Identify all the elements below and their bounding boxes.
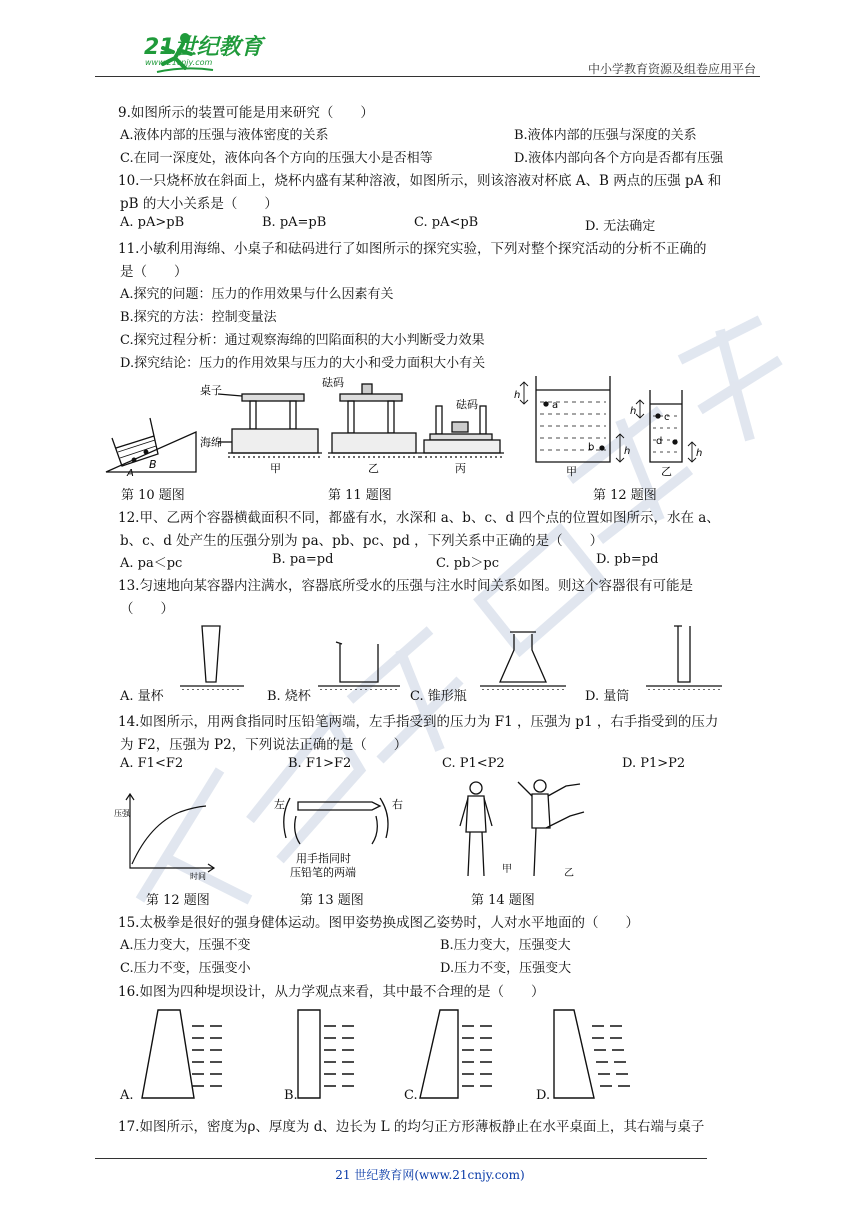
- fig12-label-yi: 乙: [661, 465, 672, 478]
- fig11-label-table: 桌子: [200, 384, 222, 397]
- q12-option-b: B. pa=pd: [272, 552, 334, 567]
- q17-stem: 17.如图所示，密度为ρ、厚度为 d、边长为 L 的均匀正方形薄板静止在水平桌面上，其右端与桌子: [118, 1119, 705, 1135]
- q9-option-a: A.液体内部的压强与液体密度的关系: [120, 128, 329, 143]
- fig11-label-weight-bing: 砝码: [456, 398, 478, 411]
- q15-option-d: D.压力不变，压强变大: [440, 961, 572, 976]
- fig12-label-h4: h: [696, 448, 703, 459]
- q14-stem-line2: 为 F2，压强为 P2，下列说法正确的是（ ）: [120, 737, 408, 753]
- fig10-caption: 第 10 题图: [121, 488, 185, 503]
- q12-option-d: D. pb=pd: [596, 552, 659, 567]
- pencil-caption-line1: 用手指同时: [296, 852, 351, 865]
- q15-option-c: C.压力不变，压强变小: [120, 961, 251, 976]
- q9-option-c: C.在同一深度处，液体向各个方向的压强大小是否相等: [120, 151, 433, 166]
- q11-option-d: D.探究结论：压力的作用效果与压力的大小和受力面积大小有关: [120, 356, 486, 371]
- pencil-label-right: 右: [392, 798, 403, 811]
- q16-option-a: A.: [120, 1088, 134, 1103]
- fig-row2-caption-14: 第 14 题图: [471, 893, 535, 908]
- q13-option-b: B. 烧杯: [267, 689, 311, 704]
- q9-option-d: D.液体内部向各个方向是否都有压强: [514, 151, 724, 166]
- q14-option-c: C. P1<P2: [442, 756, 505, 771]
- q16-dam-figures: [130, 1006, 650, 1102]
- q13-option-d: D. 量筒: [585, 689, 630, 704]
- fig-row2-caption-12: 第 12 题图: [146, 893, 210, 908]
- q10-option-a: A. pA>pB: [120, 215, 185, 230]
- fig12-caption: 第 12 题图: [593, 488, 657, 503]
- logo-url: www.21cnjy.com: [145, 58, 213, 67]
- fig12-label-jia: 甲: [566, 465, 577, 478]
- graph-x-label: 时间: [190, 872, 206, 881]
- q10-option-d: D. 无法确定: [585, 219, 656, 234]
- q13-option-a: A. 量杯: [120, 689, 164, 704]
- q13-stem-line1: 13.匀速地向某容器内注满水，容器底所受水的压强与注水时间关系如图。则这个容器很有可能是: [118, 578, 693, 594]
- fig12-label-a: a: [552, 400, 559, 411]
- q16-option-c: C.: [404, 1088, 418, 1103]
- q11-stem-line1: 11.小敏利用海绵、小桌子和砝码进行了如图所示的探究实验，下列对整个探究活动的分析不正确的: [118, 241, 707, 257]
- q16-stem: 16.如图为四种堤坝设计，从力学观点来看，其中最不合理的是（ ）: [118, 984, 545, 1000]
- q15-stem: 15.太极拳是很好的强身健体运动。图甲姿势换成图乙姿势时，人对水平地面的（ ）: [118, 915, 639, 931]
- q10-stem-line2: pB 的大小关系是（ ）: [120, 196, 278, 212]
- q14-option-d: D. P1>P2: [622, 756, 686, 771]
- graph-y-label: 压强: [114, 809, 130, 818]
- footer-divider: [95, 1158, 707, 1159]
- q14-option-b: B. F1>F2: [288, 756, 352, 771]
- pencil-fingers-figure: [284, 798, 388, 844]
- q11-stem-line2: 是（ ）: [120, 264, 188, 280]
- fig10-label-b: B: [149, 458, 157, 471]
- q13-containers-figure: [170, 620, 730, 690]
- taichi-label-yi: 乙: [564, 868, 574, 879]
- q10-option-c: C. pA<pB: [414, 215, 479, 230]
- fig11-caption: 第 11 题图: [328, 488, 392, 503]
- q13-stem-line2: （ ）: [120, 601, 174, 617]
- pressure-time-graph: [126, 794, 214, 872]
- fig12-label-c: c: [664, 412, 670, 423]
- q12-option-a: A. pa＜pc: [120, 556, 183, 571]
- q10-option-b: B. pA=pB: [262, 215, 327, 230]
- fig12-label-h3: h: [630, 406, 637, 417]
- q12-stem-line2: b、c、d 处产生的压强分别为 pa、pb、pc、pd ，下列关系中正确的是（ ）: [120, 533, 604, 549]
- logo-text: 21世纪教育: [144, 35, 263, 60]
- q11-option-b: B.探究的方法：控制变量法: [120, 310, 277, 325]
- fig12-label-b: b: [588, 442, 595, 453]
- figures-row1: [100, 372, 760, 484]
- fig11-label-bing: 丙: [455, 462, 466, 475]
- fig11-table-experiments: [218, 384, 504, 457]
- header-divider: [95, 76, 760, 77]
- q9-option-b: B.液体内部的压强与深度的关系: [514, 128, 697, 143]
- q16-option-b: B.: [284, 1088, 298, 1103]
- fig11-label-yi: 乙: [368, 462, 379, 475]
- fig12-label-h1: h: [514, 390, 521, 401]
- taichi-label-jia: 甲: [502, 864, 512, 875]
- q16-option-d: D.: [536, 1088, 551, 1103]
- q13-option-c: C. 锥形瓶: [410, 689, 467, 704]
- fig12-label-h2: h: [624, 446, 631, 457]
- q12-option-c: C. pb＞pc: [436, 556, 499, 571]
- fig11-label-weight-yi: 砝码: [322, 376, 344, 389]
- q10-stem-line1: 10.一只烧杯放在斜面上，烧杯内盛有某种溶液，如图所示，则该溶液对杯底 A、B 两点的压强 pA 和: [118, 173, 722, 189]
- q14-option-a: A. F1<F2: [120, 756, 184, 771]
- fig11-label-jia: 甲: [270, 462, 281, 475]
- fig-row2-caption-13: 第 13 题图: [300, 893, 364, 908]
- q15-option-a: A.压力变大，压强不变: [120, 938, 251, 953]
- fig11-label-sponge: 海绵: [200, 436, 222, 449]
- q11-option-c: C.探究过程分析：通过观察海绵的凹陷面积的大小判断受力效果: [120, 333, 485, 348]
- platform-name: 中小学教育资源及组卷应用平台: [587, 62, 756, 76]
- q11-option-a: A.探究的问题：压力的作用效果与什么因素有关: [120, 287, 394, 302]
- q12-stem-line1: 12.甲、乙两个容器横截面积不同，都盛有水，水深和 a、b、c、d 四个点的位置如图所示，水在 a、: [118, 510, 720, 526]
- fig12-label-d: d: [656, 436, 663, 447]
- fig12-containers: [520, 376, 696, 462]
- pencil-caption-line2: 压铅笔的两端: [290, 866, 356, 879]
- q14-stem-line1: 14.如图所示，用两食指同时压铅笔两端，左手指受到的压力为 F1 ，压强为 p1 ，右手指受到的压力: [118, 714, 719, 730]
- q15-option-b: B.压力变大，压强变大: [440, 938, 571, 953]
- figures-row2: [110, 776, 630, 882]
- footer-text: 21 世纪教育网(www.21cnjy.com): [335, 1168, 525, 1182]
- q9-stem: 9.如图所示的装置可能是用来研究（ ）: [118, 105, 374, 121]
- pencil-label-left: 左: [274, 798, 285, 811]
- fig10-label-a: A: [127, 468, 134, 479]
- taichi-figures: [460, 780, 584, 876]
